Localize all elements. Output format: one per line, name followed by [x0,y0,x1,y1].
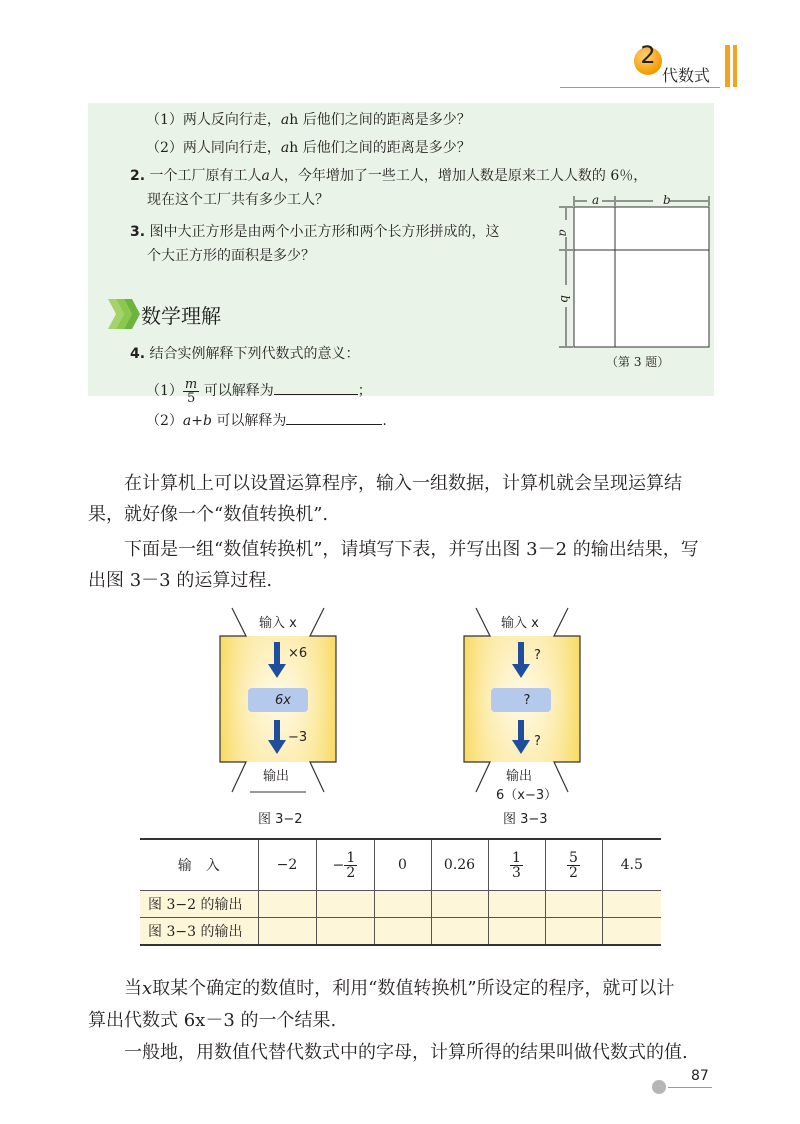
machine-left-op1: ×6 [288,646,308,661]
chapter-number: 2 [640,41,656,69]
table-row-label: 图 3−3 的输出 [140,918,258,945]
figure-caption: （第 3 题） [606,355,670,369]
exercise-item3-line1: 3. 图中大正方形是由两个小正方形和两个长方形拼成的，这 [130,224,500,240]
table-output-cell[interactable] [602,918,661,945]
machine-right-output: 输出 [506,769,533,784]
table-output-cell[interactable] [431,918,488,945]
paragraph-1-line1: 在计算机上可以设置运算程序，输入一组数据，计算机就会呈现运算结 [124,473,682,494]
table-output-cell[interactable] [431,891,488,918]
table-input-cell: $\frac{5}{2}$ [545,840,602,891]
exercise-item4-sub2: （2）a+b 可以解释为 . [146,410,387,431]
machine-right-caption: 图 3−3 [503,812,548,827]
header-rule [560,87,720,88]
page-dot [652,1080,666,1094]
figure-label-a: a [592,193,600,207]
figure-label-b: b [557,295,572,303]
header-accent-bar [725,45,730,87]
table-input-cell: 4.5 [602,840,661,891]
table-output-cell[interactable] [545,918,602,945]
paragraph-1-line2: 果，就好像一个“数值转换机”. [88,504,329,525]
table-row-label: 图 3−2 的输出 [140,891,258,918]
section-title: 数学理解 [141,304,221,328]
paragraph-2-line2: 出图 3－3 的运算过程. [88,570,273,591]
table-input-cell: 0 [374,840,431,891]
table-row [140,918,661,945]
table-output-cell[interactable] [258,891,316,918]
exercise-item4-sub1: （1） $\frac{m}{5}$ 可以解释为 ； [146,376,372,406]
table-input-cell: $\frac{1}{3}$ [488,840,545,891]
table-output-cell[interactable] [374,918,431,945]
chapter-title: 代数式 [662,66,711,85]
table-input-cell: −2 [258,840,316,891]
machine-left-op2: −3 [288,730,308,745]
table-row [140,891,661,918]
figure-label-b: b [663,193,671,207]
machine-right-mid: ? [523,693,531,708]
exercise-item1-sub2: （2）两人同向行走，ah 后他们之间的距离是多少？ [146,140,471,156]
table-output-cell[interactable] [374,891,431,918]
square-figure [555,192,715,352]
header-accent-bar [733,45,737,87]
machine-left-output: 输出 [263,769,290,784]
machine-left-input: 输入 x [259,616,297,631]
exercise-item1-sub1: （1）两人反向行走，ah 后他们之间的距离是多少？ [146,112,471,128]
table-input-cell: 0.26 [431,840,488,891]
section-chevron-icon [108,297,140,331]
paragraph-2-line1: 下面是一组“数值转换机”，请填写下表，并写出图 3－2 的输出结果，写 [124,539,699,560]
machine-left-mid: 6x [275,693,291,708]
paragraph-4-line1: 一般地，用数值代替代数式中的字母，计算所得的结果叫做代数式的值. [124,1042,688,1063]
table-output-cell[interactable] [545,891,602,918]
figure-label-a: a [556,229,571,237]
machine-left-caption: 图 3−2 [258,812,303,827]
table-header-label: 输 入 [140,840,258,891]
exercise-item4: 4. 结合实例解释下列代数式的意义： [130,346,360,362]
machine-right-op2: ? [534,734,541,749]
table-header-row [140,840,661,891]
exercise-item2-line1: 2. 一个工厂原有工人a人，今年增加了一些工人，增加人数是原来工人人数的 6％， [130,168,648,184]
table-output-cell[interactable] [488,891,545,918]
table-output-cell[interactable] [316,891,374,918]
table-output-cell[interactable] [602,891,661,918]
machine-right-input: 输入 x [501,616,539,631]
machine-right-op1: ? [534,648,541,663]
paragraph-3-line2: 算出代数式 6x－3 的一个结果. [88,1010,337,1031]
exercise-item3-line2: 个大正方形的面积是多少？ [147,248,315,264]
paragraph-3-line1: 当x取某个确定的数值时，利用“数值转换机”所设定的程序，就可以计 [124,978,675,999]
page-number: 87 [691,1068,709,1084]
table-output-cell[interactable] [316,918,374,945]
table-output-cell[interactable] [258,918,316,945]
page-rule [668,1087,712,1088]
table-output-cell[interactable] [488,918,545,945]
input-output-table [140,838,661,946]
machine-right-result: 6（x−3） [496,788,558,803]
table-input-cell: − $\frac{1}{2}$ [316,840,374,891]
exercise-item2-line2: 现在这个工厂共有多少工人？ [147,192,329,208]
